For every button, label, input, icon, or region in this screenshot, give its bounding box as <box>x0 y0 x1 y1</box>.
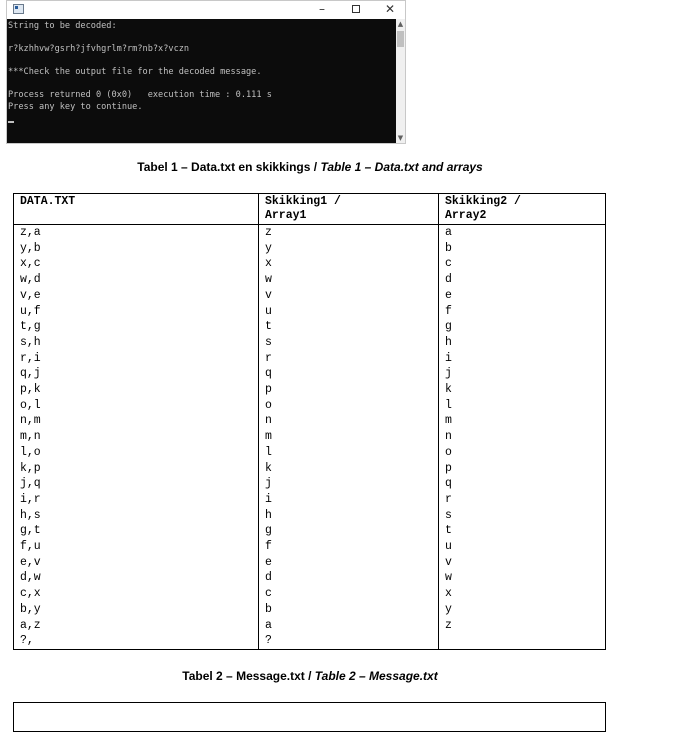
scroll-up-icon[interactable]: ▲ <box>397 20 404 28</box>
console-titlebar[interactable] <box>7 1 405 19</box>
cell-data-txt: d,w <box>14 570 259 586</box>
table-row <box>14 366 606 382</box>
cell-data-txt: f,u <box>14 539 259 555</box>
cell-array2: f <box>439 304 606 320</box>
table-row <box>14 539 606 555</box>
cell-array2: m <box>439 413 606 429</box>
table-row <box>14 256 606 272</box>
cell-array2: p <box>439 461 606 477</box>
console-line <box>8 56 396 68</box>
cell-data-txt: x,c <box>14 256 259 272</box>
table-row <box>14 335 606 351</box>
cell-array2: h <box>439 335 606 351</box>
cell-data-txt: o,l <box>14 398 259 414</box>
console-app-icon <box>13 4 24 14</box>
table-row <box>14 586 606 602</box>
cell-array2: o <box>439 445 606 461</box>
cell-array1: z <box>259 225 439 241</box>
console-line: String to be decoded: <box>8 21 117 31</box>
table-row <box>14 492 606 508</box>
cell-array1: e <box>259 555 439 571</box>
cell-data-txt: g,t <box>14 523 259 539</box>
console-line: r?kzhhvw?gsrh?jfvhgrlm?rm?nb?x?vczn <box>8 44 190 54</box>
cell-array1: q <box>259 366 439 382</box>
cell-array2 <box>439 633 606 649</box>
table1-caption-af: Tabel 1 – Data.txt en skikkings / <box>137 160 321 174</box>
cell-array1: b <box>259 602 439 618</box>
cell-array1: k <box>259 461 439 477</box>
cell-data-txt: l,o <box>14 445 259 461</box>
cell-array2: i <box>439 351 606 367</box>
cell-array2: s <box>439 508 606 524</box>
table1-caption <box>0 160 620 174</box>
cell-array2: r <box>439 492 606 508</box>
cell-array2: c <box>439 256 606 272</box>
console-output[interactable] <box>7 19 396 143</box>
table-row <box>14 602 606 618</box>
cell-array2: a <box>439 225 606 241</box>
table-header-row <box>14 194 606 225</box>
cell-data-txt: e,v <box>14 555 259 571</box>
cell-array2: w <box>439 570 606 586</box>
table2-caption-en: Table 2 – Message.txt <box>314 669 438 683</box>
cell-array1: a <box>259 618 439 634</box>
table-row <box>14 413 606 429</box>
cell-array2: d <box>439 272 606 288</box>
cell-array1: x <box>259 256 439 272</box>
cell-data-txt: i,r <box>14 492 259 508</box>
cell-data-txt: n,m <box>14 413 259 429</box>
table-row <box>14 288 606 304</box>
header-array1-line1: Skikking1 / <box>265 195 341 208</box>
maximize-icon <box>352 5 360 13</box>
console-line: Press any key to continue. <box>8 101 143 112</box>
header-array1-line2: Array1 <box>265 209 307 222</box>
console-window[interactable] <box>6 0 406 144</box>
cell-array1: d <box>259 570 439 586</box>
table-row <box>14 476 606 492</box>
text-cursor <box>8 121 14 123</box>
scroll-down-icon[interactable]: ▼ <box>397 134 404 142</box>
table2-caption-af: Tabel 2 – Message.txt / <box>182 669 315 683</box>
cell-array2: x <box>439 586 606 602</box>
data-arrays-table <box>13 193 606 650</box>
cell-array1: p <box>259 382 439 398</box>
cell-array1: j <box>259 476 439 492</box>
cell-array1: y <box>259 241 439 257</box>
table-row <box>14 398 606 414</box>
table-row <box>14 225 606 241</box>
cell-array2: j <box>439 366 606 382</box>
cell-array2: n <box>439 429 606 445</box>
table-row <box>14 429 606 445</box>
cell-array1: r <box>259 351 439 367</box>
cell-array2: k <box>439 382 606 398</box>
header-array2-line2: Array2 <box>445 209 487 222</box>
table-body <box>14 225 606 650</box>
cell-data-txt: m,n <box>14 429 259 445</box>
table-row <box>14 351 606 367</box>
cell-array1: i <box>259 492 439 508</box>
cell-array2: e <box>439 288 606 304</box>
cell-array1: f <box>259 539 439 555</box>
table-row <box>14 555 606 571</box>
cell-data-txt: t,g <box>14 319 259 335</box>
cell-data-txt: a,z <box>14 618 259 634</box>
cell-array2: y <box>439 602 606 618</box>
cell-array1: n <box>259 413 439 429</box>
cell-array1: w <box>259 272 439 288</box>
table-row <box>14 382 606 398</box>
cell-array2: u <box>439 539 606 555</box>
cell-array1: m <box>259 429 439 445</box>
console-scrollbar[interactable] <box>396 19 405 143</box>
cell-data-txt: r,i <box>14 351 259 367</box>
cell-data-txt: h,s <box>14 508 259 524</box>
table-row <box>14 241 606 257</box>
header-array1 <box>259 194 439 225</box>
cell-data-txt: w,d <box>14 272 259 288</box>
cell-data-txt: s,h <box>14 335 259 351</box>
cell-data-txt: y,b <box>14 241 259 257</box>
cell-data-txt: q,j <box>14 366 259 382</box>
table-row <box>14 633 606 649</box>
table-row <box>14 461 606 477</box>
scroll-thumb[interactable] <box>397 31 404 47</box>
close-button[interactable]: ✕ <box>384 2 396 16</box>
cell-array2: g <box>439 319 606 335</box>
cell-array1: c <box>259 586 439 602</box>
table-row <box>14 272 606 288</box>
cell-array2: q <box>439 476 606 492</box>
cell-array1: v <box>259 288 439 304</box>
console-line: Process returned 0 (0x0) execution time : 0.111 s <box>8 90 272 100</box>
cell-array1: h <box>259 508 439 524</box>
header-array2-line1: Skikking2 / <box>445 195 521 208</box>
table-row <box>14 445 606 461</box>
maximize-button[interactable] <box>343 1 369 17</box>
table2-caption <box>0 669 620 683</box>
console-line <box>8 79 396 91</box>
header-array2 <box>439 194 606 225</box>
cell-array1: l <box>259 445 439 461</box>
table-row <box>14 319 606 335</box>
table1-caption-en: Table 1 – Data.txt and arrays <box>320 160 483 174</box>
cell-data-txt: p,k <box>14 382 259 398</box>
table-row <box>14 570 606 586</box>
cell-array2: t <box>439 523 606 539</box>
cell-array2: l <box>439 398 606 414</box>
table-row <box>14 304 606 320</box>
cell-data-txt: k,p <box>14 461 259 477</box>
cell-data-txt: ?, <box>14 633 259 649</box>
cell-array1: o <box>259 398 439 414</box>
cell-array1: t <box>259 319 439 335</box>
cell-data-txt: j,q <box>14 476 259 492</box>
cell-data-txt: b,y <box>14 602 259 618</box>
cell-data-txt: u,f <box>14 304 259 320</box>
cell-array1: s <box>259 335 439 351</box>
cell-data-txt: c,x <box>14 586 259 602</box>
cell-array1: g <box>259 523 439 539</box>
message-table <box>13 702 606 732</box>
minimize-button[interactable]: – <box>319 2 325 16</box>
cell-array2: z <box>439 618 606 634</box>
cell-array1: ? <box>259 633 439 649</box>
console-line <box>8 33 396 45</box>
table-row <box>14 508 606 524</box>
cell-array2: v <box>439 555 606 571</box>
table-row <box>14 618 606 634</box>
cell-array1: u <box>259 304 439 320</box>
table-row <box>14 523 606 539</box>
console-line: ***Check the output file for the decoded message. <box>8 67 262 77</box>
cell-data-txt: v,e <box>14 288 259 304</box>
cell-array2: b <box>439 241 606 257</box>
cell-data-txt: z,a <box>14 225 259 241</box>
header-data-txt: DATA.TXT <box>14 194 259 225</box>
console-cursor-line <box>8 113 396 125</box>
